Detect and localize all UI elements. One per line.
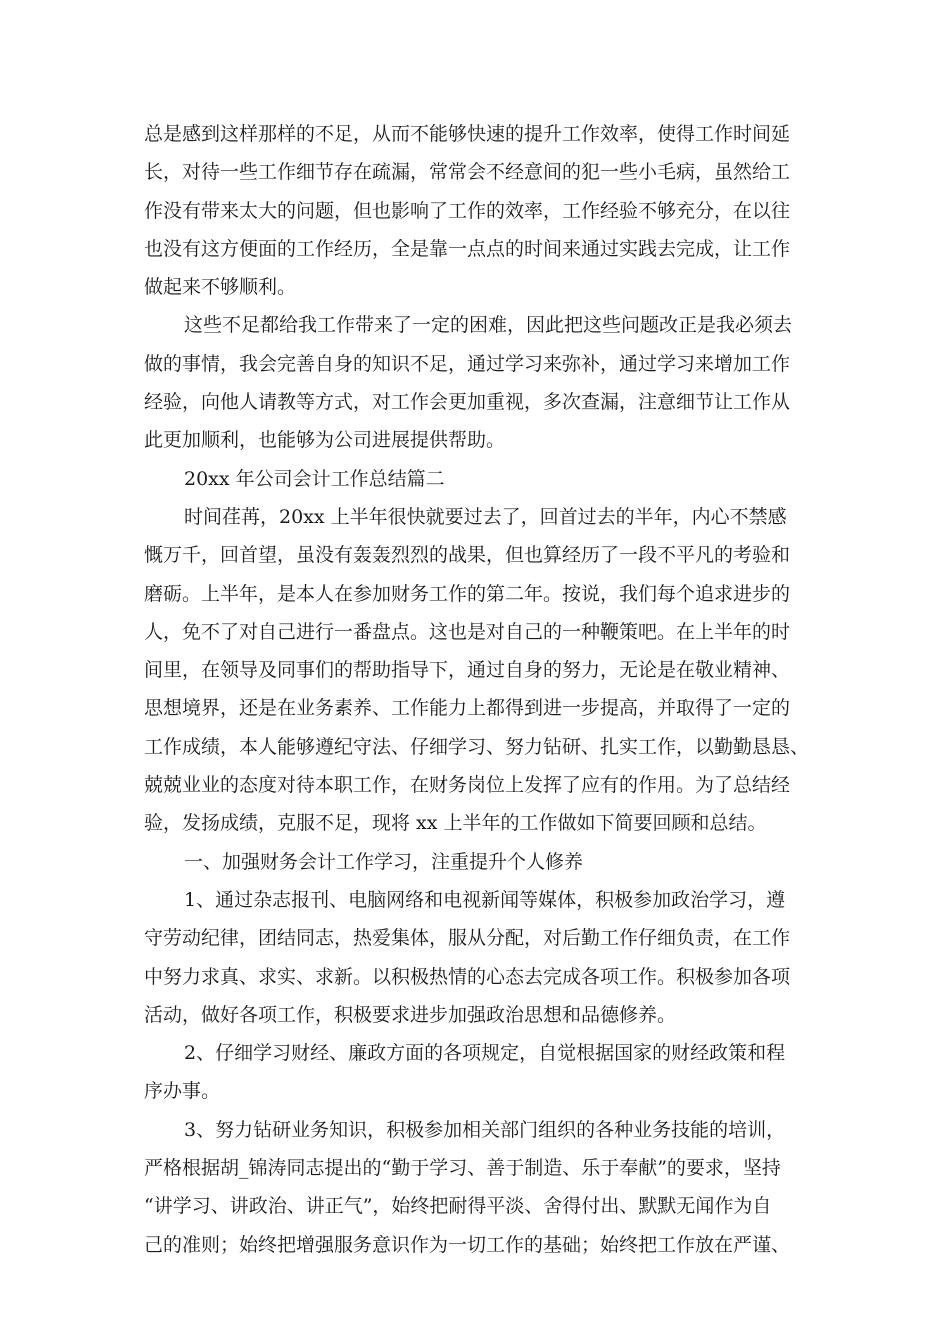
body-line: 己的准则；始终把增强服务意识作为一切工作的基础；始终把工作放在严谨、 xyxy=(144,1233,791,1256)
body-line: 长，对待一些工作细节存在疏漏，常常会不经意间的犯一些小毛病，虽然给工 xyxy=(144,161,791,184)
body-line: 工作成绩，本人能够遵纪守法、仔细学习、努力钻研、扎实工作，以勤勤恳恳、 xyxy=(144,735,810,758)
body-line: 总是感到这样那样的不足，从而不能够快速的提升工作效率，使得工作时间延 xyxy=(144,123,791,145)
body-line: 人，免不了对自己进行一番盘点。这也是对自己的一种鞭策吧。在上半年的时 xyxy=(144,620,791,643)
body-line: 慨万千，回首望，虽没有轰轰烈烈的战果，但也算经历了一段不平凡的考验和 xyxy=(144,544,791,567)
body-line: 中努力求真、求实、求新。以积极热情的心态去完成各项工作。积极参加各项 xyxy=(144,965,791,988)
section-heading: 20xx 年公司会计工作总结篇二 xyxy=(184,467,445,490)
body-line: 作没有带来太大的问题，但也影响了工作的效率，工作经验不够充分，在以往 xyxy=(144,199,791,222)
body-line: 活动，做好各项工作，积极要求进步加强政治思想和品德修养。 xyxy=(144,1003,677,1026)
paragraph-start-line: 这些不足都给我工作带来了一定的困难，因此把这些问题改正是我必须去 xyxy=(184,314,793,337)
body-line: 严格根据胡_锦涛同志提出的“勤于学习、善于制造、乐于奉献”的要求，坚持 xyxy=(144,1157,781,1180)
body-line: 守劳动纪律，团结同志，热爱集体，服从分配，对后勤工作仔细负责，在工作 xyxy=(144,927,791,950)
body-line: 做的事情，我会完善自身的知识不足，通过学习来弥补，通过学习来增加工作 xyxy=(144,352,791,375)
paragraph-start-line: 2、仔细学习财经、廉政方面的各项规定，自觉根据国家的财经政策和程 xyxy=(184,1042,786,1065)
body-line: 思想境界，还是在业务素养、工作能力上都得到进一步提高，并取得了一定的 xyxy=(144,697,791,720)
body-line: 序办事。 xyxy=(144,1080,221,1103)
body-line: 此更加顺利，也能够为公司进展提供帮助。 xyxy=(144,429,506,452)
body-line: 间里，在领导及同事们的帮助指导下，通过自身的努力，无论是在敬业精神、 xyxy=(144,659,791,682)
paragraph-start-line: 时间荏苒，20xx 上半年很快就要过去了，回首过去的半年，内心不禁感 xyxy=(184,505,787,528)
paragraph-start-line: 1、通过杂志报刊、电脑网络和电视新闻等媒体，积极参加政治学习，遵 xyxy=(184,888,786,911)
subsection-heading: 一、加强财务会计工作学习，注重提升个人修养 xyxy=(184,850,584,873)
paragraph-start-line: 3、努力钻研业务知识，积极参加相关部门组织的各种业务技能的培训， xyxy=(184,1118,786,1141)
body-line: “讲学习、讲政治、讲正气”，始终把耐得平淡、舍得付出、默默无闻作为自 xyxy=(144,1195,772,1218)
body-line: 也没有这方便面的工作经历，全是靠一点点的时间来通过实践去完成，让工作 xyxy=(144,237,791,260)
body-line: 磨砺。上半年，是本人在参加财务工作的第二年。按说，我们每个追求进步的 xyxy=(144,582,791,605)
document-body xyxy=(144,115,810,1264)
body-line: 验，发扬成绩，克服不足，现将 xx 上半年的工作做如下简要回顾和总结。 xyxy=(144,812,767,835)
body-line: 做起来不够顺利。 xyxy=(144,276,297,299)
body-line: 经验，向他人请教等方式，对工作会更加重视，多次查漏，注意细节让工作从 xyxy=(144,391,791,414)
body-line: 兢兢业业的态度对待本职工作，在财务岗位上发挥了应有的作用。为了总结经 xyxy=(144,774,791,797)
